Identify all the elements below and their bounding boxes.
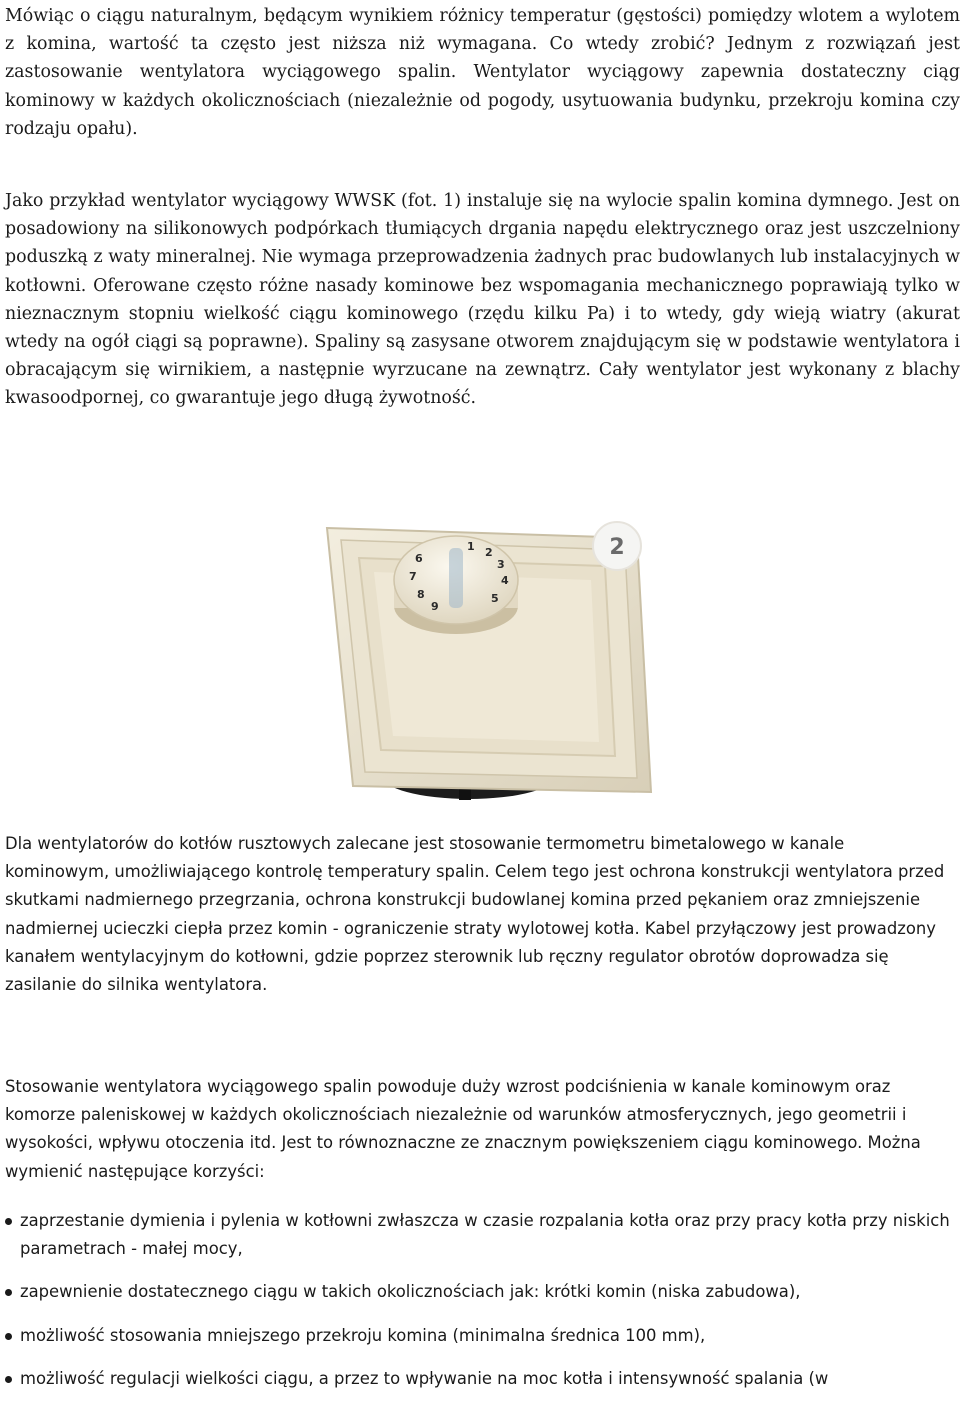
dial-number-2: 2 [485,546,493,559]
bullet-icon [5,1289,12,1296]
bullet-icon [5,1218,12,1225]
list-item [0,1278,960,1306]
dial-number-4: 4 [501,574,509,587]
benefits-intro-paragraph: Stosowanie wentylatora wyciągowego spalin powoduje duży wzrost podciśnienia w kanale kominowym oraz komorze paleniskowej w każdych okolicznościach niezależnie od warunków atmosferycznych, jego geometrii i wysokości, wpływu otoczenia itd. Jest to równoznaczne ze znacznym powiększeniem ciągu kominowego. Można wymienić następujące korzyści: [5,1077,921,1181]
benefits-list [0,1207,960,1408]
dial-number-5: 5 [491,592,499,605]
list-item [0,1365,960,1393]
photo-number-label: 2 [609,535,625,560]
fan-speed-regulator-photo [319,510,653,802]
dial-number-7: 7 [409,570,417,583]
list-item-text: możliwość regulacji wielkości ciągu, a przez to wpływanie na moc kotła i intensywność spalania (w [20,1368,829,1388]
list-item-text: zapewnienie dostatecznego ciągu w takich okolicznościach jak: krótki komin (niska zabudowa), [20,1282,801,1302]
dial-number-8: 8 [417,588,425,601]
list-item-text: możliwość stosowania mniejszego przekroju komina (minimalna średnica 100 mm), [20,1325,706,1345]
dial-number-9: 9 [431,600,439,613]
dial-number-6: 6 [415,552,423,565]
thermometer-paragraph: Dla wentylatorów do kotłów rusztowych zalecane jest stosowanie termometru bimetalowego w kanale kominowym, umożliwiającego kontrolę temperatury spalin. Celem tego jest ochrona konstrukcji wentylatora przed skutkami nadmiernego przegrzania, ochrona konstrukcji budowlanej komina przed pękaniem oraz zmniejszenie nadmiernej ucieczki ciepła przez komin - ograniczenie straty wylotowej kotła. Kabel przyłączowy jest prowadzony kanałem wentylacyjnym do kotłowni, gdzie poprzez sterownik lub ręczny regulator obrotów doprowadza się zasilanie do silnika wentylatora. [5,834,945,995]
list-item [0,1322,960,1350]
bullet-icon [5,1333,12,1340]
list-item-text: zaprzestanie dymienia i pylenia w kotłowni zwłaszcza w czasie rozpalania kotła oraz przy pracy kotła przy niskich parametrach - małej mocy, [20,1211,950,1259]
bullet-icon [5,1376,12,1383]
intro-paragraph: Mówiąc o ciągu naturalnym, będącym wynikiem różnicy temperatur (gęstości) pomiędzy wlotem a wylotem z komina, wartość ta często jest niższa niż wymagana. Co wtedy zrobić? Jednym z rozwiązań jest zastosowanie wentylatora wyciągowego spalin. Wentylator wyciągowy zapewnia dostateczny ciąg kominowy w każdych okolicznościach (niezależnie od pogody, usytuowania budynku, przekroju komina czy rodzaju opału). [5,6,960,139]
dial-number-3: 3 [497,558,505,571]
dial-number-1: 1 [467,540,475,553]
list-item [0,1207,960,1263]
wwsk-description-paragraph: Jako przykład wentylator wyciągowy WWSK (fot. 1) instaluje się na wylocie spalin komina dymnego. Jest on posadowiony na silikonowych podpórkach tłumiących drgania napędu elektrycznego oraz jest uszczelniony poduszką z waty mineralnej. Nie wymaga przeprowadzenia żadnych prac budowlanych lub instalacyjnych w kotłowni. Oferowane często różne nasady kominowe bez wspomagania mechanicznego poprawiają tylko w nieznacznym stopniu wielkość ciągu kominowego (rzędu kilku Pa) i to wtedy, gdy wieją wiatry (akurat wtedy na ogół ciągi są poprawne). Spaliny są zasysane otworem znajdującym się w podstawie wentylatora i obracającym się wirnikiem, a następnie wyrzucane na zewnątrz. Cały wentylator jest wykonany z blachy kwasoodpornej, co gwarantuje jego długą żywotność. [5,191,960,409]
